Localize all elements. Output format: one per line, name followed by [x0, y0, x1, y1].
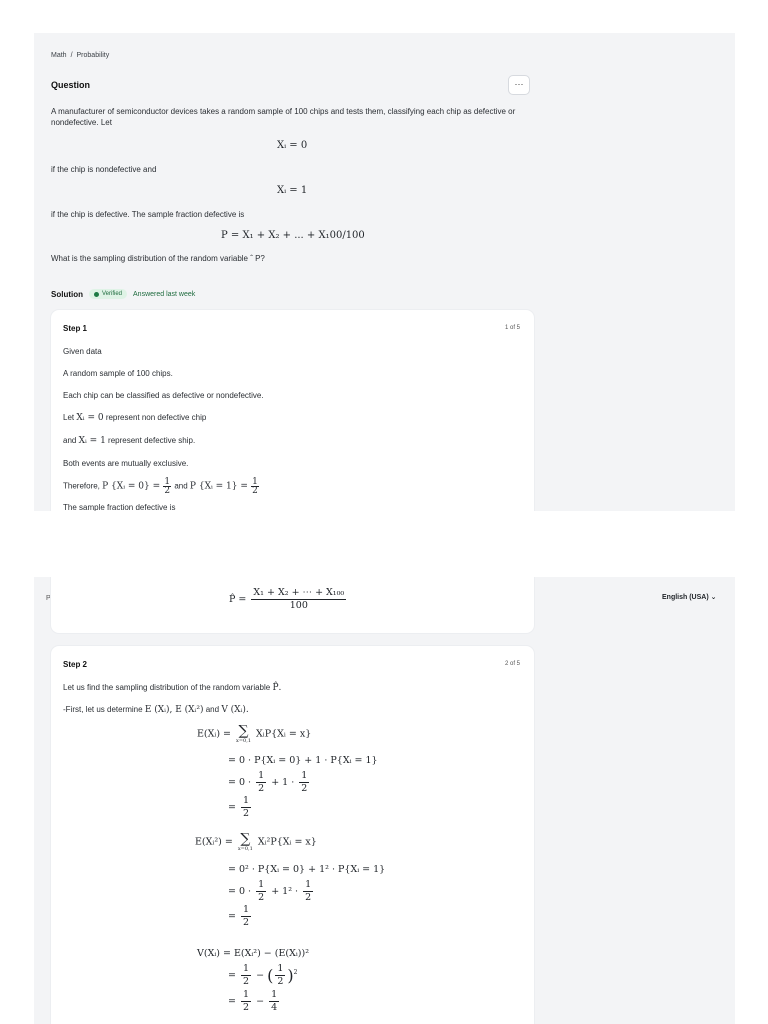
step-2-intro: [63, 683, 281, 693]
step-1-line: [63, 478, 260, 495]
breadcrumb-subject[interactable]: Math: [51, 52, 67, 59]
fraction: [275, 963, 285, 988]
fraction: [299, 770, 309, 795]
fraction-numerator: 1: [301, 770, 308, 781]
left-paren: (: [267, 966, 274, 985]
step-1-line: The sample fraction defective is: [63, 503, 176, 511]
sigma-icon: ∑: [238, 723, 249, 739]
question-equation-2: Xᵢ = 1: [277, 185, 308, 196]
step-2-intro-text: Let us find the sampling distribution of the random variable: [63, 683, 271, 692]
e-x-line-3b: + 1 ·: [271, 777, 295, 788]
fraction: [241, 904, 251, 929]
question-title: Question: [51, 80, 91, 90]
step-1-line: Given data: [63, 347, 102, 356]
sum-subscript: x=0,1: [237, 846, 253, 852]
step-1-let: Let: [63, 413, 75, 422]
fraction-numerator: 1: [252, 477, 258, 487]
step-1-line: [63, 436, 195, 446]
step-1-line: Both events are mutually exclusive.: [63, 459, 189, 468]
fraction-denominator: 2: [243, 1002, 250, 1013]
fraction: [256, 770, 266, 795]
breadcrumb-topic[interactable]: Probability: [76, 52, 110, 59]
e-x-rhs: XᵢP{Xᵢ = x}: [256, 728, 312, 740]
step-1-and-2: and: [174, 481, 188, 491]
e-x-line-1: [197, 724, 311, 744]
question-text-3: if the chip is defective. The sample fraction defective is: [51, 210, 245, 219]
e-x2-rhs: Xᵢ²P{Xᵢ = x}: [257, 836, 317, 848]
phat-fraction: [251, 587, 346, 612]
verified-label: Verified: [102, 291, 123, 297]
solution-header: [51, 289, 195, 299]
e-x2-lhs: E(Xᵢ²) =: [195, 836, 233, 848]
fraction-numerator: 1: [243, 989, 250, 1000]
phat-lhs: P̂ =: [229, 594, 247, 605]
fraction: [251, 478, 259, 495]
question-equation-1: Xᵢ = 0: [277, 140, 308, 151]
step-2-card: [51, 646, 534, 1024]
step-1-nondefective: represent non defective chip: [105, 413, 207, 422]
e-x-line-2: = 0 · P{Xᵢ = 0} + 1 · P{Xᵢ = 1}: [228, 755, 378, 766]
cut-off-text: P: [46, 595, 51, 602]
question-panel: [34, 33, 735, 511]
fraction-numerator: 1: [243, 963, 250, 974]
e-x-line-3: [228, 770, 311, 795]
step-1-line: A random sample of 100 chips.: [63, 369, 173, 378]
step-1-card-continued: [51, 577, 534, 633]
step-2-first-v: V (Xᵢ).: [221, 705, 249, 715]
fraction-denominator: 4: [271, 1002, 278, 1013]
step-1-card: [51, 310, 534, 511]
step-2-first-text: -First, let us determine: [63, 705, 143, 714]
fraction: [241, 795, 251, 820]
step-1-count: 1 of 5: [504, 325, 520, 331]
step-1-therefore: Therefore,: [63, 481, 100, 491]
fraction-denominator: 2: [252, 486, 258, 496]
step-1-p0: P {Xᵢ = 0} =: [102, 481, 161, 492]
fraction: [303, 879, 313, 904]
fraction: [256, 879, 266, 904]
answered-time: Answered last week: [133, 290, 196, 298]
chevron-down-icon: ⌄: [710, 594, 717, 601]
v-x-line-3a: =: [228, 996, 236, 1007]
fraction-denominator: 2: [243, 917, 250, 928]
e-x-line-4a: =: [228, 802, 236, 813]
sigma-icon: ∑: [240, 831, 251, 847]
step-2-count: 2 of 5: [504, 661, 520, 667]
fraction-denominator: 2: [277, 976, 284, 987]
phat-denominator: 100: [289, 600, 308, 611]
fraction: [241, 963, 251, 988]
fraction-numerator: 1: [271, 989, 278, 1000]
fraction-numerator: 1: [305, 879, 312, 890]
solution-continued-panel: [34, 577, 735, 1024]
step-1-defective: represent defective ship.: [108, 436, 196, 445]
step-1-and: and: [63, 436, 77, 445]
fraction-denominator: 2: [243, 976, 250, 987]
e-x-line-4: [228, 795, 253, 820]
fraction: [241, 989, 251, 1014]
e-x-lhs: E(Xᵢ) =: [197, 728, 232, 740]
fraction-numerator: 1: [164, 477, 171, 487]
fraction-numerator: 1: [258, 770, 265, 781]
e-x-line-3a: = 0 ·: [228, 777, 252, 788]
step-1-p1: P {Xᵢ = 1} =: [189, 481, 248, 492]
fraction-denominator: 2: [258, 783, 265, 794]
v-x-line-2b: −: [256, 970, 265, 981]
language-selector[interactable]: [662, 593, 717, 601]
e-x2-line-2: = 0² · P{Xᵢ = 0} + 1² · P{Xᵢ = 1}: [228, 864, 386, 875]
step-2-intro-var: P̂.: [272, 683, 282, 693]
v-x-line-3b: −: [256, 996, 265, 1007]
fraction-numerator: 1: [243, 904, 250, 915]
language-label: English (USA): [662, 594, 709, 601]
e-x2-line-1: [195, 832, 317, 852]
fraction-denominator: 2: [305, 892, 312, 903]
v-x-line-2a: =: [228, 970, 236, 981]
sum: [236, 724, 251, 744]
step-2-first-and: and: [205, 705, 220, 714]
e-x2-line-4a: =: [228, 911, 236, 922]
more-options-button[interactable]: ···: [508, 75, 530, 95]
fraction-denominator: 2: [301, 783, 308, 794]
v-x-line-2: [228, 963, 297, 988]
phat-equation: [229, 587, 348, 612]
step-2-first: [63, 705, 249, 715]
v-x-line-1: V(Xᵢ) = E(Xᵢ²) − (E(Xᵢ))²: [197, 948, 310, 959]
fraction-denominator: 2: [164, 486, 171, 496]
fraction-numerator: 1: [277, 963, 284, 974]
sum: [238, 832, 253, 852]
solution-title: Solution: [51, 289, 83, 299]
fraction-numerator: 1: [243, 795, 250, 806]
v-x-line-3: [228, 989, 281, 1014]
right-paren: ): [287, 966, 294, 985]
step-1-line: Each chip can be classified as defective or nondefective.: [63, 391, 264, 400]
verified-badge: [89, 289, 127, 299]
step-1-line: [63, 413, 206, 423]
phat-numerator: X₁ + X₂ + ⋯ + X₁₀₀: [253, 587, 345, 598]
fraction: [163, 478, 171, 495]
question-prompt: What is the sampling distribution of the random variable ˆ P?: [51, 254, 265, 263]
e-x2-line-3: [228, 879, 315, 904]
breadcrumb: [51, 52, 109, 59]
step-1-title: Step 1: [63, 324, 88, 333]
fraction-denominator: 2: [243, 808, 250, 819]
question-equation-3: P = X₁ + X₂ + ... + X₁00/100: [221, 230, 365, 241]
step-1-xi0: Xᵢ = 0: [76, 413, 104, 423]
fraction: [269, 989, 279, 1014]
e-x2-line-3a: = 0 ·: [228, 886, 252, 897]
e-x2-line-3b: + 1² ·: [271, 886, 299, 897]
step-2-title: Step 2: [63, 660, 88, 669]
e-x2-line-4: [228, 904, 253, 929]
question-intro: A manufacturer of semiconductor devices takes a random sample of 100 chips and tests them, classifying each chip as defective or nondefective. Let: [51, 107, 516, 127]
verified-dot-icon: [94, 292, 99, 297]
step-2-first-math: E (Xᵢ), E (Xᵢ²): [144, 705, 204, 715]
step-1-xi1: Xᵢ = 1: [78, 436, 106, 446]
fraction-denominator: 2: [258, 892, 265, 903]
question-text-2: if the chip is nondefective and: [51, 165, 157, 174]
breadcrumb-separator: /: [70, 52, 73, 59]
sum-subscript: x=0,1: [236, 738, 252, 744]
fraction-numerator: 1: [258, 879, 265, 890]
exponent-2: 2: [293, 968, 298, 976]
